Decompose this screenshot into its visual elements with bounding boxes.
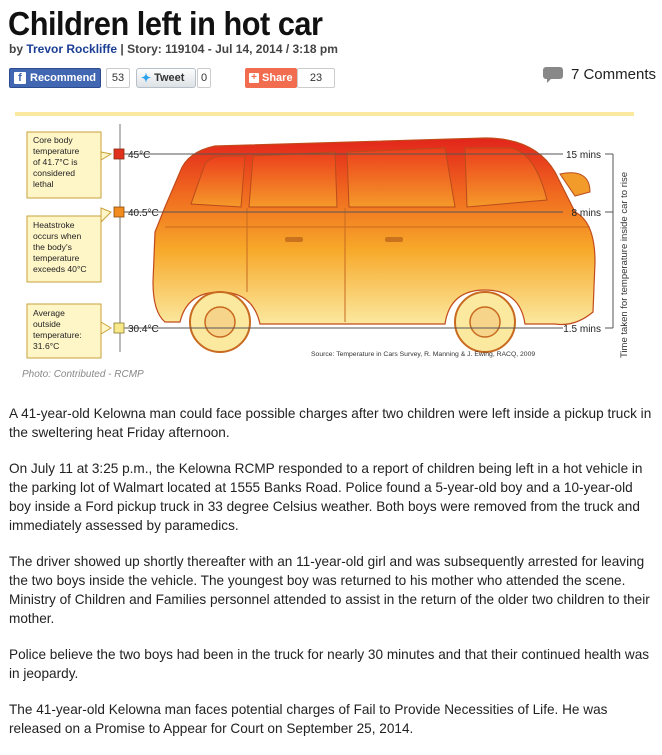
infographic-graphic <box>15 112 634 367</box>
svg-text:considered: considered <box>33 168 76 178</box>
svg-text:temperature:: temperature: <box>33 330 82 340</box>
article-body <box>9 404 655 755</box>
svg-text:the body's: the body's <box>33 242 72 252</box>
svg-text:of 41.7°C is: of 41.7°C is <box>33 157 78 167</box>
recommend-button[interactable] <box>9 68 101 88</box>
photo-credit: Photo: Contributed - RCMP <box>22 369 144 380</box>
article-paragraph: A 41-year-old Kelowna man could face possible charges after two children were left inside a pickup truck in the sweltering heat Friday afternoon. <box>9 406 652 440</box>
marker-30-4 <box>114 323 124 333</box>
recommend-label: Recommend <box>30 72 97 84</box>
svg-text:temperature: temperature <box>33 146 80 156</box>
share-button[interactable] <box>245 68 297 88</box>
svg-text:outside: outside <box>33 319 61 329</box>
story-meta: | Story: 119104 - Jul 14, 2014 / 3:18 pm <box>117 42 338 56</box>
callout-heatstroke <box>27 208 111 282</box>
tweet-label: Tweet <box>154 72 185 84</box>
marker-45 <box>114 149 124 159</box>
temp-label-30-4: 30.4°C <box>128 324 159 335</box>
svg-text:lethal: lethal <box>33 179 54 189</box>
time-label-15: 15 mins <box>565 150 601 161</box>
svg-text:Core body: Core body <box>33 135 73 145</box>
svg-text:Average: Average <box>33 308 65 318</box>
tweet-count: 0 <box>197 68 211 88</box>
tweet-button[interactable] <box>136 68 196 88</box>
byline <box>9 42 338 56</box>
recommend-count: 53 <box>106 68 130 88</box>
marker-40-5 <box>114 207 124 217</box>
comments-label: 7 Comments <box>570 66 656 83</box>
byline-prefix: by <box>9 42 27 56</box>
plus-icon: + <box>249 73 259 83</box>
svg-text:exceeds 40°C: exceeds 40°C <box>33 264 87 274</box>
svg-text:temperature: temperature <box>33 253 80 263</box>
svg-text:Heatstroke: Heatstroke <box>33 220 75 230</box>
source-note: Source: Temperature in Cars Survey, R. Manning & J. Ewing, RACQ, 2009 <box>311 351 536 358</box>
article-headline: Children left in hot car <box>8 5 323 42</box>
callout-lethal <box>27 132 111 198</box>
callout-average <box>27 304 111 358</box>
temp-label-40-5: 40.5°C <box>128 208 159 219</box>
svg-text:31.6°C: 31.6°C <box>33 341 60 351</box>
article-paragraph: The driver showed up shortly thereafter with an 11-year-old girl and was subsequently arrested for leaving the two boys inside the vehicle. The youngest boy was returned to his mother who attended the scene. Ministry of Children and Families personnel attended to assist in the return of the older two children to their mother. <box>9 554 650 626</box>
share-label: Share <box>262 72 293 84</box>
temp-label-45: 45°C <box>128 150 151 161</box>
top-border <box>15 112 634 116</box>
article-paragraph: Police believe the two boys had been in the truck for nearly 30 minutes and that their continued health was in jeopardy. <box>9 647 650 681</box>
comments-link[interactable] <box>543 66 656 83</box>
car-illustration <box>153 138 595 352</box>
infographic <box>15 112 634 384</box>
side-axis-label: Time taken for temperature inside car to rise <box>619 171 630 358</box>
article-paragraph: On July 11 at 3:25 p.m., the Kelowna RCMP responded to a report of children being left in a hot vehicle in the parking lot of Walmart located at 1555 Banks Road. Police found a 5-year-old boy and a 10-year-old boy inside a Ford pickup truck in 33 degree Celsius weather. Both boys were removed from the truck and immediately assessed by paramedics. <box>9 461 643 533</box>
time-label-1-5: 1.5 mins <box>563 324 601 335</box>
time-label-8: 8 mins <box>571 208 601 219</box>
share-count: 23 <box>297 68 335 88</box>
author-link[interactable]: Trevor Rockliffe <box>26 42 118 56</box>
social-bar <box>9 68 659 90</box>
speech-bubble-icon <box>543 67 563 83</box>
svg-text:occurs when: occurs when <box>33 231 82 241</box>
twitter-bird-icon: ✦ <box>141 71 152 85</box>
facebook-icon: f <box>14 72 26 84</box>
article-paragraph: The 41-year-old Kelowna man faces potential charges of Fail to Provide Necessities of Life. He was released on a Promise to Appear for Court on September 25, 2014. <box>9 702 608 736</box>
